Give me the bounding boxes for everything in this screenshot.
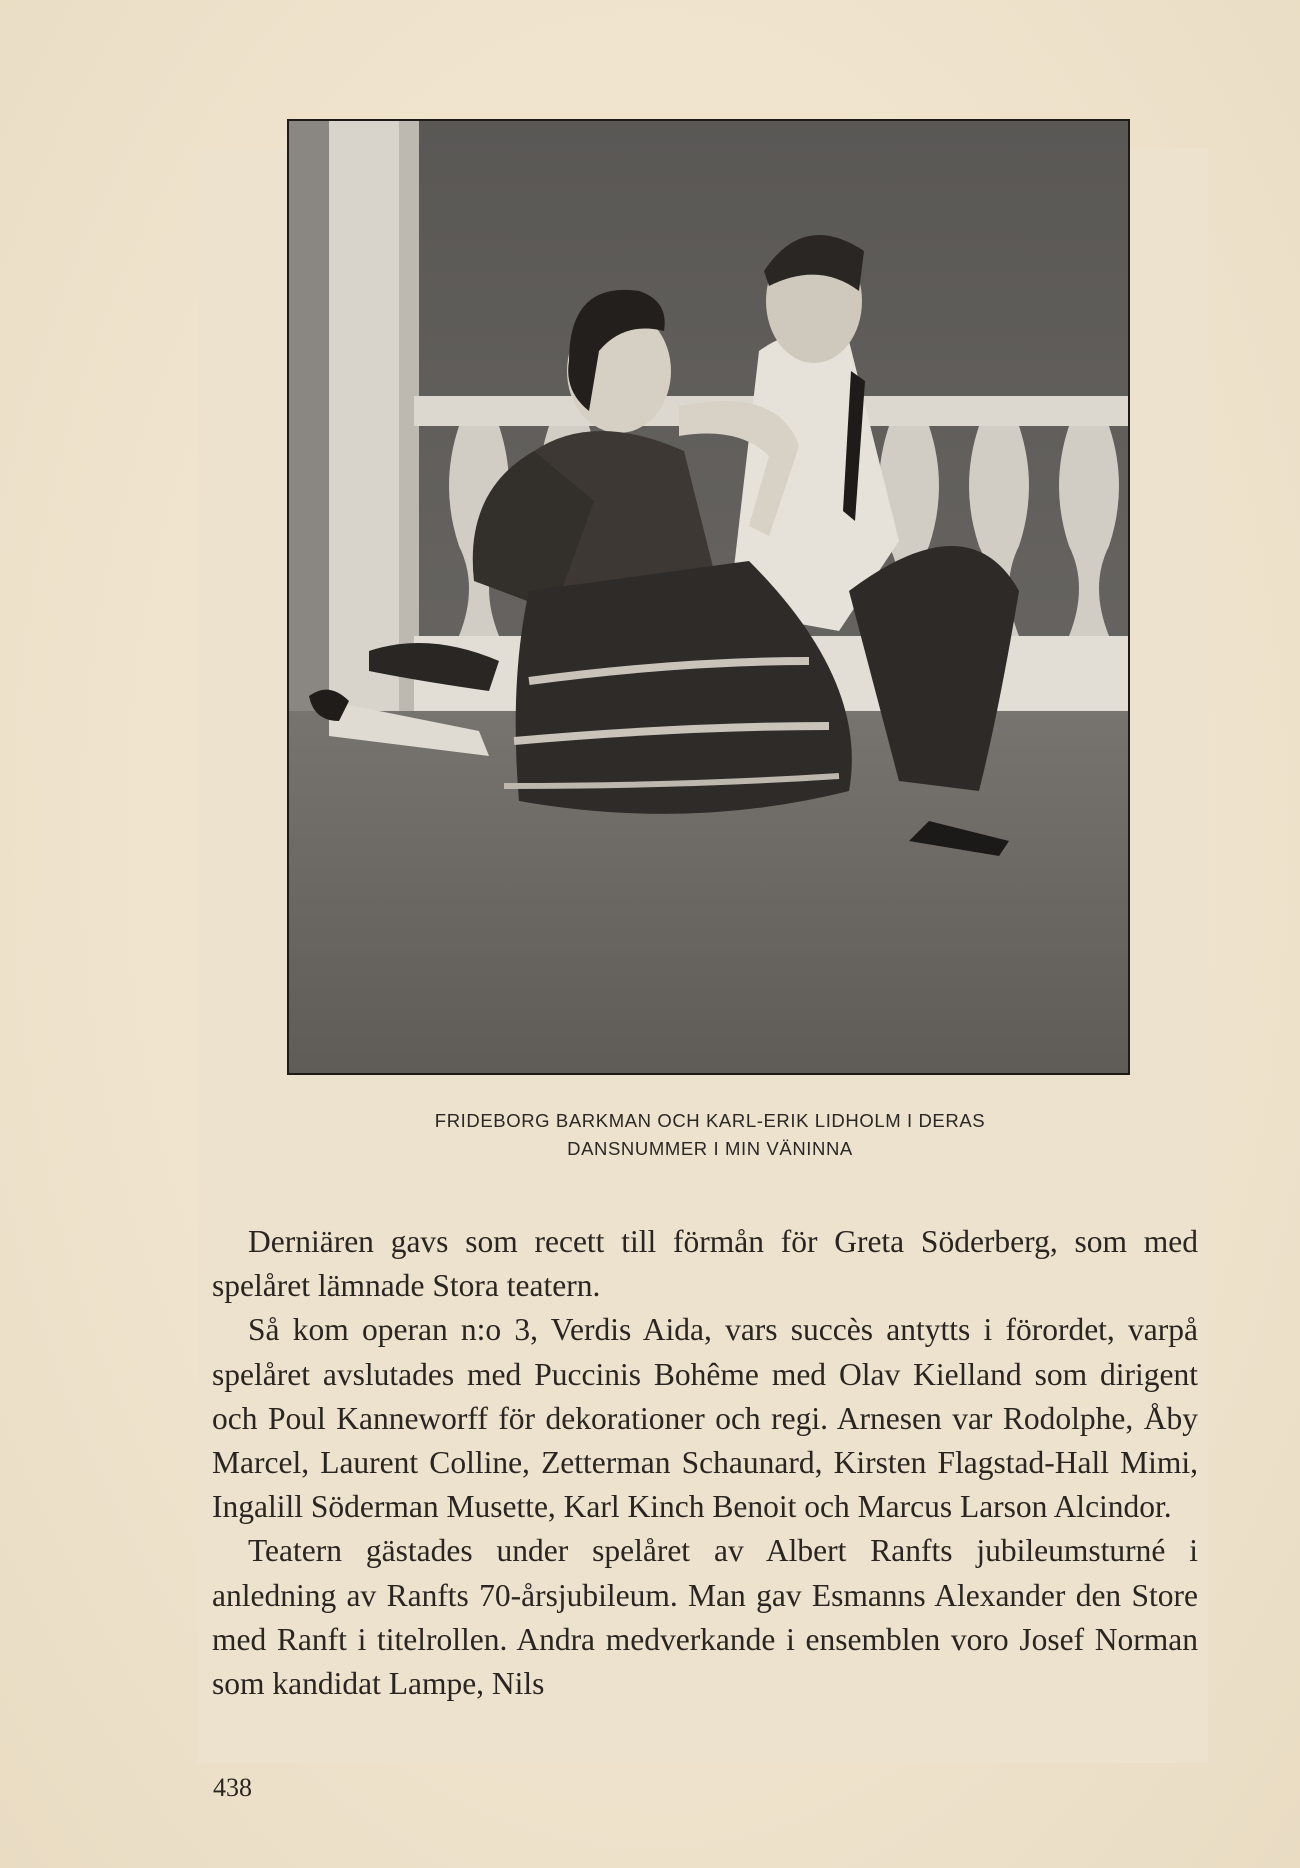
caption-line-2: DANSNUMMER I MIN VÄNINNA bbox=[567, 1138, 853, 1159]
page-number: 438 bbox=[213, 1773, 252, 1802]
caption-line-1: FRIDEBORG BARKMAN OCH KARL-ERIK LIDHOLM I DERAS bbox=[434, 1110, 986, 1131]
body-text bbox=[212, 1220, 1198, 1706]
photograph-icon bbox=[289, 121, 1128, 1073]
photograph bbox=[287, 119, 1130, 1075]
paragraph-3: Teatern gästades under spelåret av Albert Ranfts jubileumsturné i anledning av Ranfts 70-årsjubileum. Man gav Esmanns Alexander den Store med Ranft i titelrollen. Andra medverkande i ensemblen voro Josef Norman som kandidat Lampe, Nils bbox=[212, 1533, 1198, 1702]
photo-caption bbox=[250, 1107, 1170, 1163]
paragraph-1: Derniären gavs som recett till förmån för Greta Söderberg, som med spelåret lämnade Stora teatern. bbox=[212, 1224, 1198, 1304]
paragraph-2: Så kom operan n:o 3, Verdis Aida, vars succès antytts i förordet, varpå spelåret avslutades med Puccinis Bohême med Olav Kielland som dirigent och Poul Kanneworff för dekorationer och regi. Arnesen var Rodolphe, Åby Marcel, Laurent Colline, Zetterman Schaunard, Kirsten Flagstad-Hall Mimi, Ingalill Söderman Musette, Karl Kinch Benoit och Marcus Larson Alcindor. bbox=[212, 1312, 1198, 1525]
